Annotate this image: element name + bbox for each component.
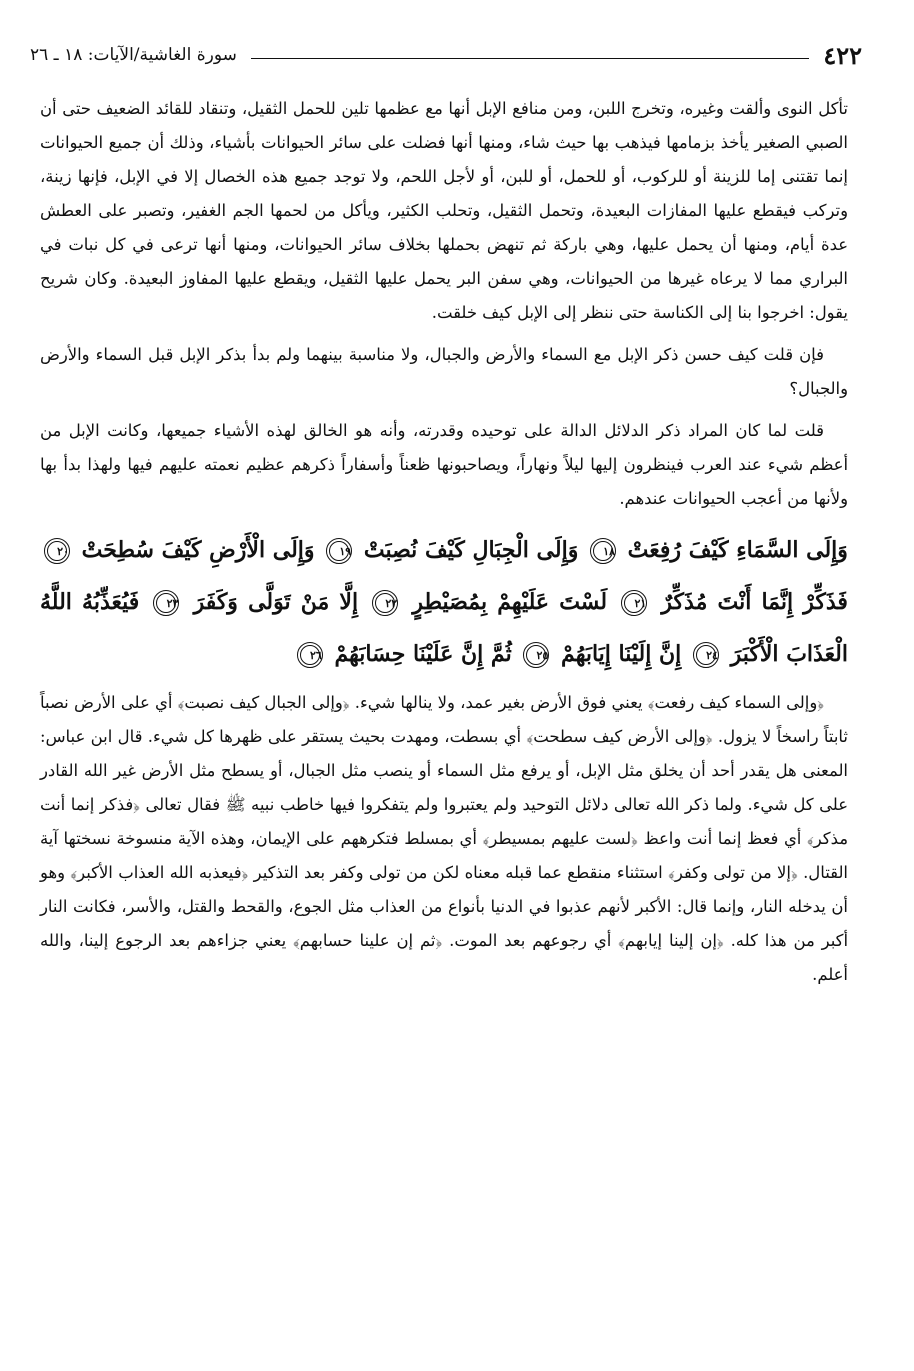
running-header xyxy=(30,38,862,72)
ayah-number: ٢٦ xyxy=(309,649,322,662)
ayah-number: ٢٢ xyxy=(385,597,398,610)
verse-20-text: وَإِلَى الْأَرْضِ كَيْفَ سُطِحَتْ xyxy=(81,537,315,563)
paragraph-tafsir: ﴿وإلى السماء كيف رفعت﴾ يعني فوق الأرض بغير عمد، ولا ينالها شيء. ﴿وإلى الجبال كيف نصبت﴾ أي على الأرض نصباً ثابتاً راسخاً لا يزول. ﴿وإلى الأرض كيف سطحت﴾ أي بسطت، ومهدت بحيث يستقر على ظهرها كل شيء. قال ابن عباس: المعنى هل يقدر أحد أن يخلق مثل الإبل، أو يرفع مثل السماء أو ينصب مثل الجبال، أو يسطح مثل الأرض غير الله القادر على كل شيء. ولما ذكر الله تعالى دلائل التوحيد ولم يعتبروا ولم يتفكروا فيها خاطب نبيه ﷺ فقال تعالى ﴿فذكر إنما أنت مذكر﴾ أي فعظ إنما أنت واعظ ﴿لست عليهم بمسيطر﴾ أي بمسلط فتكرههم على الإيمان، وهذه الآية منسوخة نسختها آية القتال. ﴿إلا من تولى وكفر﴾ استثناء منقطع عما قبله معناه لكن من تولى وكفر بعد التذكير ﴿فيعذبه الله العذاب الأكبر﴾ وهو أن يدخله النار، وإنما قال: الأكبر لأنهم عذبوا في الدنيا بأنواع من العذاب مثل الجوع، والقحط والقتل، والأسر، فكانت النار أكبر من هذا كله. ﴿إن إلينا إيابهم﴾ أي رجوعهم بعد الموت. ﴿ثم إن علينا حسابهم﴾ يعني جزاءهم بعد الرجوع إلينا، والله أعلم. xyxy=(40,693,848,984)
ayah-marker-26 xyxy=(297,642,323,668)
verse-26-text: ثُمَّ إِنَّ عَلَيْنَا حِسَابَهُمْ xyxy=(334,641,512,667)
header-rule xyxy=(251,58,809,59)
ayah-number: ٢١ xyxy=(634,597,647,610)
ayah-number: ٢٣ xyxy=(166,597,179,610)
paragraph-camel-benefits: تأكل النوى وألقت وغيره، وتخرج اللبن، ومن منافع الإبل أنها مع عظمها تلين للحمل الثقيل، وتنقاد للقائد الضعيف حتى أن الصبي الصغير يأخذ بزمامها فيذهب بها حيث شاء، ومنها أنها فضلت على سائر الحيوانات بأشياء، وذلك أن جميع الحيوانات إنما تقتنى إما للزينة أو للركوب، أو للحمل، أو للبن، أو لأجل اللحم، ولا توجد جميع هذه الخصال إلا في الإبل، فإنها زينة، وتركب فيقطع عليها المفازات البعيدة، وتحمل الثقيل، وتحلب الكثير، ويأكل من لحمها الجم الغفير، وتصبر على العطش عدة أيام، ومنها أن يحمل عليها، وهي باركة ثم تنهض بحملها بخلاف سائر الحيوانات، ومنها أنها ترعى في كل نبات في البراري مما لا يرعاه غيرها من الحيوانات، وهي سفن البر يحمل عليها الثقيل، ويقطع عليها المفاوز البعيدة. وكان شريح يقول: اخرجوا بنا إلى الكناسة حتى ننظر إلى الإبل كيف خلقت. xyxy=(40,99,848,322)
verse-23-text: إِلَّا مَنْ تَوَلَّى وَكَفَرَ xyxy=(193,589,359,615)
verse-22-text: لَسْتَ عَلَيْهِمْ بِمُصَيْطِرٍ xyxy=(412,589,608,615)
verse-21-text: فَذَكِّرْ إِنَّمَا أَنْتَ مُذَكِّرٌ xyxy=(661,589,848,615)
ayah-number: ٢٤ xyxy=(706,649,718,662)
paragraph-gap xyxy=(40,330,848,338)
verse-19-text: وَإِلَى الْجِبَالِ كَيْفَ نُصِبَتْ xyxy=(363,537,579,563)
ayah-marker-22 xyxy=(372,590,398,616)
verse-18-text: وَإِلَى السَّمَاءِ كَيْفَ رُفِعَتْ xyxy=(627,537,848,563)
ayah-marker-23 xyxy=(153,590,179,616)
page-number: ٤٢٢ xyxy=(823,40,862,70)
ayah-marker-20 xyxy=(44,538,70,564)
surah-title: سورة الغاشية/الآيات: ١٨ ـ ٢٦ xyxy=(30,45,237,65)
ayah-marker-25 xyxy=(523,642,549,668)
ayah-number: ٢٠ xyxy=(57,545,69,558)
paragraph-answer: قلت لما كان المراد ذكر الدلائل الدالة على توحيده وقدرته، وأنه هو الخالق لهذه الأشياء جميعها، وكانت الإبل من أعظم شيء عند العرب فينظرون إليها ليلاً ونهاراً، ويصاحبونها ظعناً وأسفاراً ذكرهم عظيم نعمته عليهم فيها ولهذا بدأ بها ولأنها من أعجب الحيوانات عندهم. xyxy=(40,421,848,508)
ayah-marker-21 xyxy=(621,590,647,616)
quran-verses xyxy=(40,524,848,680)
verse-24-text: فَيُعَذِّبُهُ اللَّهُ الْعَذَابَ الْأَكْبَرَ xyxy=(40,589,848,667)
ayah-marker-24 xyxy=(693,642,719,668)
paragraph-gap xyxy=(40,406,848,414)
verse-25-text: إِنَّ إِلَيْنَا إِيَابَهُمْ xyxy=(561,641,682,667)
paragraph-question: فإن قلت كيف حسن ذكر الإبل مع السماء والأرض والجبال، ولا مناسبة بينهما ولم بدأ بذكر الإبل قبل السماء والأرض والجبال؟ xyxy=(40,345,848,398)
ayah-marker-18 xyxy=(590,538,616,564)
ayah-marker-19 xyxy=(326,538,352,564)
page-body xyxy=(40,92,848,992)
ayah-number: ١٨ xyxy=(603,545,615,558)
ayah-number: ١٩ xyxy=(339,545,352,558)
ayah-number: ٢٥ xyxy=(536,649,549,662)
